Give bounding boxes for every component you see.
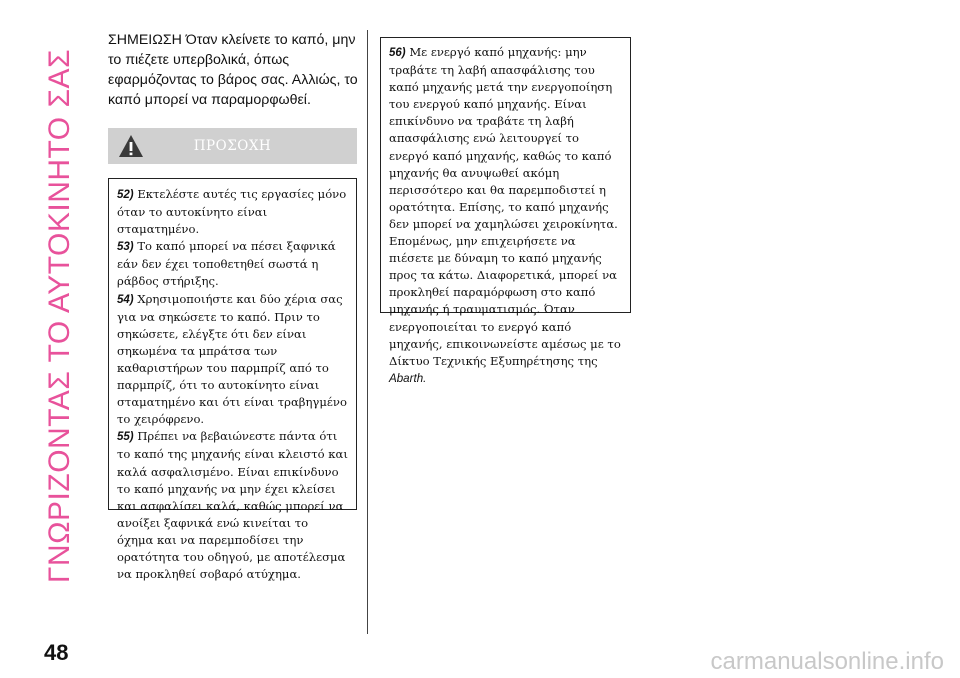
- item-number: 56): [389, 47, 406, 59]
- brand-name: Abarth.: [389, 371, 427, 385]
- item-text: Πρέπει να βεβαιώνεστε πάντα ότι το καπό της μηχανής είναι κλειστό και καλά ασφαλισμένο. Είναι επικίνδυνο το καπό μηχανής να μην έχει κλείσει και ασφαλίσει καλά, καθώς μπορεί να ανοίξει ξαφνικά ενώ κινείται το όχημα και να παρεμποδίσει την ορατότητα του οδηγού, με αποτέλεσμα να προκληθεί σοβαρό ατύχημα.: [117, 429, 348, 582]
- item-text: Χρησιμοποιήστε και δύο χέρια σας για να σηκώσετε το καπό. Πριν το σηκώσετε, ελέγξτε ότι δεν είναι σηκωμένα τα μπράτσα των καθαριστήρων του παρμπρίζ από το παρμπρίζ, ότι το αυτοκίνητο είναι σταματημένο και ότι είναι τραβηγμένο το χειρόφρενο.: [117, 291, 347, 427]
- warning-title: ΠΡΟΣΟΧΗ: [193, 138, 272, 154]
- item-text: Το καπό μπορεί να πέσει ξαφνικά εάν δεν έχει τοποθετηθεί σωστά η ράβδος στήριξης.: [117, 239, 336, 289]
- watermark: carmanualsonline.info: [710, 648, 944, 675]
- warning-item-54: [117, 291, 348, 429]
- item-number: 52): [117, 189, 134, 201]
- item-number: 54): [117, 293, 134, 306]
- warning-header: [108, 128, 357, 164]
- warning-item-53: [117, 238, 348, 290]
- warning-item-56: [389, 44, 622, 387]
- warning-box-right: [380, 37, 631, 385]
- warning-box-left: [108, 178, 357, 582]
- page-number: 48: [44, 640, 69, 665]
- item-number: 53): [117, 241, 134, 254]
- item-number: 55): [117, 431, 134, 444]
- item-text: Εκτελέστε αυτές τις εργασίες μόνο όταν το αυτοκίνητο είναι σταματημένο.: [117, 187, 347, 237]
- side-chapter-title: [32, 16, 88, 616]
- warning-triangle-icon: [118, 134, 144, 158]
- item-text: Με ενεργό καπό μηχανής: μην τραβάτε τη λαβή απασφάλισης του καπό μηχανής μετά την ενεργοποίηση του ενεργού καπό μηχανής. Είναι επικίνδυνο να τραβάτε τη λαβή απασφάλισης ενώ λειτουργεί το ενεργό καπό μηχανής, καθώς το καπό μηχανής θα ανυψωθεί ακόμη περισσότερο και θα παρεμποδιστεί η ορατότητα. Επίσης, το καπό μηχανής δεν μπορεί να χαμηλώσει χειροκίνητα. Επομένως, μην επιχειρήσετε να πιέσετε με δύναμη το καπό μηχανής προς τα κάτω. Διαφορετικά, μπορεί να προκληθεί παραμόρφωση στο καπό μηχανής ή τραυματισμός. Όταν ενεργοποιείται το ενεργό καπό μηχανής, επικοινωνείστε αμέσως με το Δίκτυο Τεχνικής Εξυπηρέτησης της: [389, 45, 621, 368]
- note-paragraph: ΣΗΜΕΙΩΣΗ Όταν κλείνετε το καπό, μην το πιέζετε υπερβολικά, όπως εφαρμόζοντας το βάρος σας. Αλλιώς, το καπό μπορεί να παραμορφωθεί.: [108, 32, 358, 108]
- warning-item-55: [117, 428, 348, 583]
- warning-item-52: [117, 186, 348, 238]
- side-chapter-title-text: ΓΝΩΡΙΖΟΝΤΑΣ ΤΟ ΑΥΤΟΚΙΝΗΤΟ ΣΑΣ: [43, 48, 77, 584]
- column-divider: [367, 30, 368, 634]
